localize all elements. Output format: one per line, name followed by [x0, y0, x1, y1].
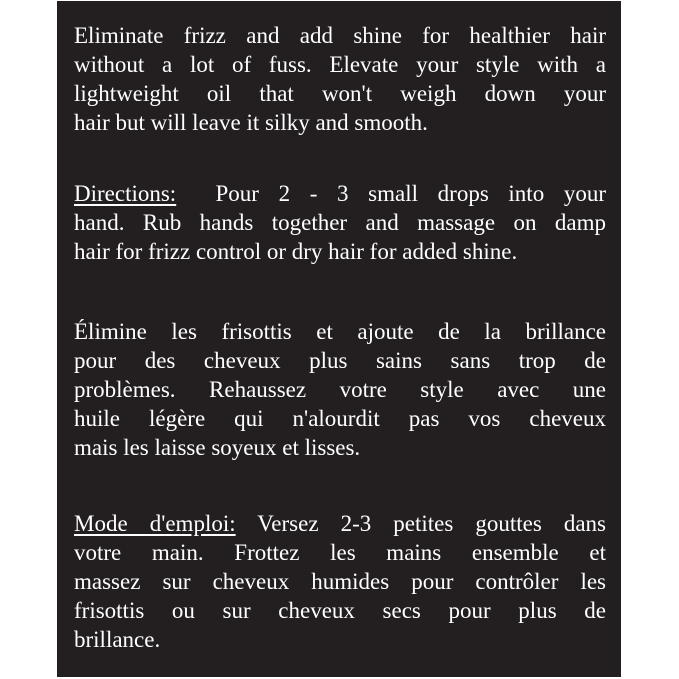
- mode-emploi-heading: Mode d'emploi:: [74, 511, 236, 536]
- text-line: frisottis ou sur cheveux secs pour plus de: [74, 598, 606, 623]
- text-line: pour des cheveux plus sains sans trop de: [74, 348, 606, 373]
- text-line: mais les laisse soyeux et lisses.: [74, 435, 361, 460]
- text-line: hair for frizz control or dry hair for added shine.: [74, 239, 518, 264]
- product-label-panel: [57, 1, 621, 677]
- text-line: [74, 509, 606, 538]
- text-line: hand. Rub hands together and massage on damp: [74, 210, 606, 235]
- text-line: Eliminate frizz and add shine for healthier hair: [74, 23, 606, 48]
- text-line: without a lot of fuss. Elevate your style with a: [74, 52, 606, 77]
- french-directions: [74, 509, 606, 654]
- english-directions: [74, 179, 606, 266]
- text-line: problèmes. Rehaussez votre style avec une: [74, 377, 606, 402]
- text-line: votre main. Frottez les mains ensemble et: [74, 540, 606, 565]
- text-line: massez sur cheveux humides pour contrôler les: [74, 569, 606, 594]
- text-line: [74, 179, 606, 208]
- text-line: brillance.: [74, 627, 161, 652]
- text-span: Versez 2-3 petites gouttes dans: [257, 511, 606, 536]
- text-line: hair but will leave it silky and smooth.: [74, 110, 428, 135]
- text-line: huile légère qui n'alourdit pas vos cheveux: [74, 406, 606, 431]
- directions-heading: Directions:: [74, 181, 177, 206]
- text-line: Élimine les frisottis et ajoute de la brillance: [74, 319, 606, 344]
- french-description: [74, 317, 606, 462]
- english-description: [74, 21, 606, 137]
- text-line: lightweight oil that won't weigh down your: [74, 81, 606, 106]
- text-span: Pour 2 - 3 small drops into your: [215, 181, 606, 206]
